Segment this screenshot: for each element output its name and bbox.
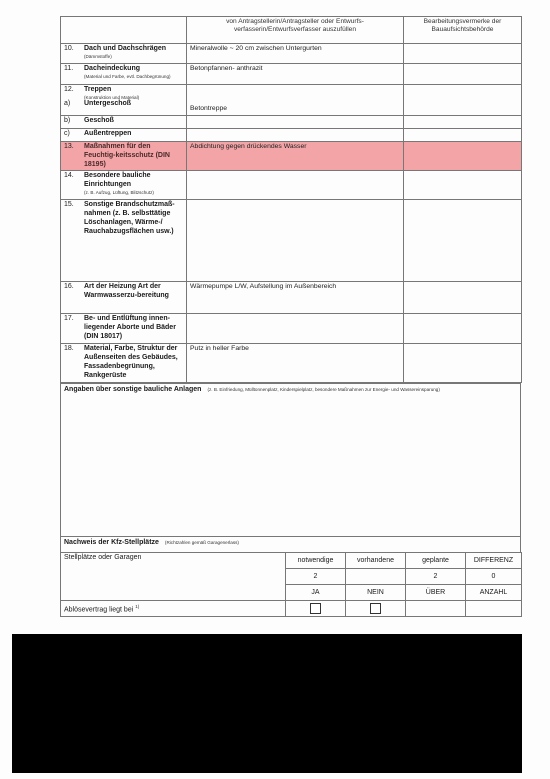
row-value-field[interactable] [187, 64, 404, 85]
row-label: Besondere bauliche Einrichtungen [84, 172, 151, 188]
row-number: b) [64, 117, 71, 124]
table-row [61, 200, 522, 282]
row-value-field[interactable] [187, 116, 404, 129]
row-value-field[interactable] [187, 44, 404, 64]
option-anzahl: ANZAHL [466, 585, 522, 601]
authority-field[interactable] [404, 142, 522, 171]
parking-note: (Richtzahlen gemäß Garagenerlass) [164, 540, 239, 545]
abloese-label: Ablösevertrag liegt bei [64, 606, 134, 614]
row-label: Dach und Dachschrägen [84, 45, 167, 52]
planned-value[interactable]: 2 [406, 569, 466, 585]
header-applicant: von Antragstellerin/Antragsteller oder Entwurfs-verfasserin/Entwurfsverfasser auszufüllen [187, 17, 404, 44]
row-number: 14. [64, 172, 74, 180]
existing-value[interactable] [346, 569, 406, 585]
authority-field[interactable] [404, 85, 522, 116]
table-row [61, 44, 522, 64]
row-value: Betontreppe [190, 105, 228, 113]
row-label: Art der Heizung Art der Warmwasserzu-bereitung [84, 283, 169, 299]
row-label: Sonstige Brandschutzmaß-nahmen (z. B. selbsttätige Löschanlagen, Wärme-/ Rauchabzugsflächen usw.) [84, 201, 175, 235]
required-value[interactable]: 2 [286, 569, 346, 585]
row-label: Be- und Entlüftung innen-liegender Aborte und Bäder (DIN 18017) [84, 315, 176, 340]
table-row [61, 64, 522, 85]
row-value: Wärmepumpe L/W, Aufstellung im Außenbereich [190, 283, 337, 291]
authority-field[interactable] [404, 200, 522, 282]
row-label: Material, Farbe, Struktur der Außenseiten des Gebäudes, Fassadenbegrünung, Rankgerüste [84, 345, 178, 379]
table-row [61, 129, 522, 142]
row-label: Dacheindeckung [84, 65, 141, 72]
row-value-field[interactable] [187, 142, 404, 171]
table-row [61, 171, 522, 200]
anzahl-field[interactable] [466, 601, 522, 617]
row-number: 10. [64, 45, 74, 52]
other-structures-note: (z. B. Einfriedung, Mülltonnenplatz, Kinderspielplatz, besondere Maßnahmen zur Energie- und Wassereinsparung) [207, 387, 440, 392]
row-number: 17. [64, 315, 74, 323]
parking-title: Nachweis der Kfz-Stellplätze [64, 539, 159, 546]
header-empty [61, 17, 187, 44]
row-label: Maßnahmen für den Feuchtig-keitsschutz (DIN 18195) [84, 143, 170, 168]
building-description-table [60, 16, 522, 383]
col-planned: geplante [406, 553, 466, 569]
col-existing: vorhandene [346, 553, 406, 569]
row-value: Abdichtung gegen drückendes Wasser [190, 143, 307, 150]
checkbox-nein[interactable] [370, 603, 381, 614]
row-number: 18. [64, 345, 74, 353]
table-row-highlighted [61, 142, 522, 171]
row-number: 15. [64, 201, 74, 209]
table-row [61, 116, 522, 129]
table-row [61, 282, 522, 314]
option-ueber: ÜBER [406, 585, 466, 601]
row-value: Mineralwolle ~ 20 cm zwischen Untergurten [190, 45, 322, 52]
row-value-field[interactable] [187, 282, 404, 314]
row-number: 13. [64, 143, 74, 150]
row-number: a) [64, 100, 71, 108]
row-sublabel: (Material und Farbe, evtl. Dachbegrünung) [84, 73, 171, 79]
row-value-field[interactable] [187, 129, 404, 142]
checkbox-ja[interactable] [310, 603, 321, 614]
difference-value[interactable]: 0 [466, 569, 522, 585]
row-label: Geschoß [84, 117, 114, 124]
other-structures-title: Angaben über sonstige bauliche Anlagen [64, 386, 202, 393]
abloese-row [61, 601, 522, 617]
row-number: c) [64, 130, 70, 137]
authority-field[interactable] [404, 282, 522, 314]
row-sublabel: (Dämmstoffe) [84, 53, 112, 59]
table-header [61, 17, 522, 44]
row-value: Putz in heller Farbe [190, 345, 249, 353]
col-difference: DIFFERENZ [466, 553, 522, 569]
row-value-field[interactable] [187, 200, 404, 282]
row-sublabel: (z. B. Aufzug, Lüftung, Blitzschutz) [84, 189, 154, 195]
authority-field[interactable] [404, 64, 522, 85]
row-value-field[interactable] [187, 314, 404, 344]
row-label: Untergeschoß [84, 100, 132, 108]
row-number: 16. [64, 283, 74, 291]
row-value: Betonpfannen- anthrazit [190, 65, 263, 72]
authority-field[interactable] [404, 171, 522, 200]
row-number: 12. [64, 86, 74, 93]
parking-section-header [60, 536, 521, 552]
authority-field[interactable] [404, 314, 522, 344]
col-required: notwendige [286, 553, 346, 569]
parking-header-row [61, 553, 522, 569]
row-value-field[interactable] [187, 171, 404, 200]
header-authority: Bearbeitungsvermerke der Bauaufsichtsbehörde [404, 17, 522, 44]
row-sublabel: (Konstruktion und Material) [84, 94, 140, 100]
row-label: Treppen [84, 86, 112, 93]
parking-table [60, 552, 522, 617]
table-row [61, 344, 522, 383]
table-row [61, 85, 522, 116]
footnote-ref: 1) [135, 603, 140, 609]
option-nein: NEIN [346, 585, 406, 601]
option-ja: JA [286, 585, 346, 601]
row-number: 11. [64, 65, 74, 72]
authority-field[interactable] [404, 344, 522, 383]
ueber-field[interactable] [406, 601, 466, 617]
authority-field[interactable] [404, 44, 522, 64]
parking-row-label: Stellplätze oder Garagen [61, 553, 286, 601]
other-structures-section[interactable] [60, 383, 521, 536]
authority-field[interactable] [404, 116, 522, 129]
authority-field[interactable] [404, 129, 522, 142]
redacted-block [12, 634, 522, 773]
table-row [61, 314, 522, 344]
row-value-field[interactable] [187, 344, 404, 383]
row-value-field[interactable] [187, 85, 404, 116]
row-label: Außentreppen [84, 130, 132, 137]
